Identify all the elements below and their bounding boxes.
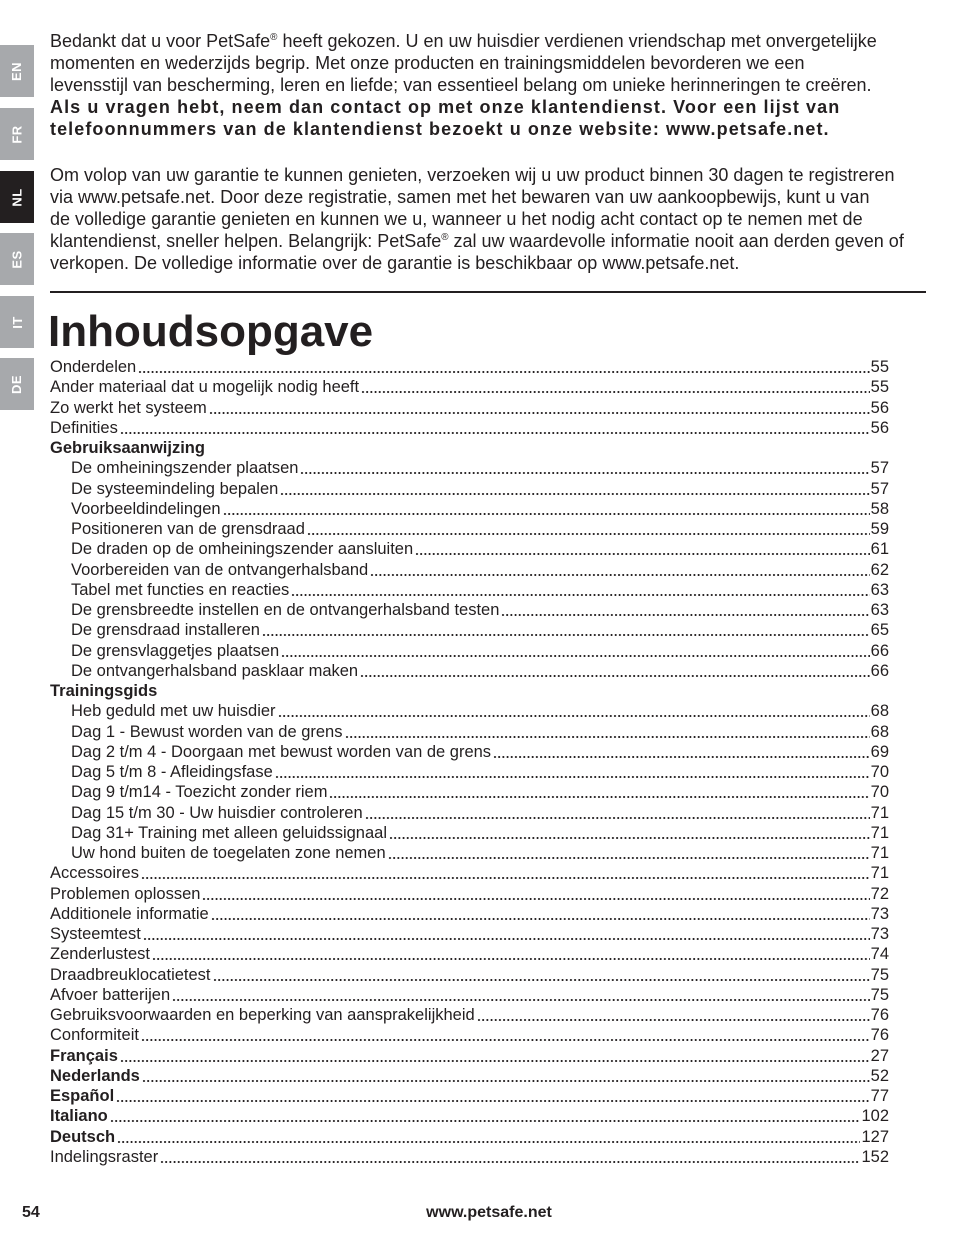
toc-entry-page: 62: [870, 560, 889, 579]
dot-leader: [223, 499, 870, 519]
toc-entry-label: Draadbreuklocatietest: [50, 965, 211, 984]
toc-entry-page: 70: [870, 783, 889, 802]
toc-entry: [50, 357, 889, 377]
toc-entry-label: Voorbeeldindelingen: [71, 499, 221, 518]
toc-entry-label: Gebruiksvoorwaarden en beperking van aansprakelijkheid: [50, 1006, 475, 1024]
intro-contact-line: telefoonnummers van de klantendienst bezoekt u onze website: www.petsafe.net.: [50, 119, 830, 139]
toc-entry-page: 73: [870, 904, 889, 923]
toc-entry: [50, 965, 889, 985]
dot-leader: [370, 560, 869, 580]
toc-entry-label: Indelingsraster: [50, 1147, 159, 1166]
toc-entry-page: 70: [870, 763, 889, 781]
toc-entry: [50, 458, 889, 478]
toc-entry-page: 56: [870, 418, 889, 437]
toc-language-entry: [50, 1106, 889, 1126]
toc-entry-page: 75: [870, 965, 889, 984]
language-tab-it: [0, 296, 34, 348]
toc-entry-page: 76: [870, 1006, 889, 1024]
dot-leader: [329, 782, 869, 802]
toc-entry-label: Ander materiaal dat u mogelijk nodig heeft: [50, 378, 360, 397]
toc-entry-page: 56: [870, 398, 889, 417]
toc-language-entry: [50, 1127, 889, 1147]
toc-entry-label: Conformiteit: [50, 1026, 139, 1045]
toc-entry-label: Français: [50, 1046, 118, 1065]
dot-leader: [172, 985, 869, 1005]
toc-entry-page: 58: [870, 499, 889, 518]
toc-entry-label: Nederlands: [50, 1066, 140, 1085]
page-number: 54: [22, 1204, 40, 1221]
dot-leader: [117, 1127, 860, 1147]
dot-leader: [209, 398, 870, 418]
dot-leader: [141, 863, 870, 883]
dot-leader: [141, 1025, 870, 1045]
toc-entry: [50, 904, 889, 924]
toc-entry-label: De grensbreedte instellen en de ontvangerhalsband testen: [71, 601, 500, 619]
toc-entry: [50, 782, 889, 802]
toc-language-entry: [50, 1086, 889, 1106]
dot-leader: [142, 1066, 870, 1086]
dot-leader: [360, 661, 870, 681]
language-tab-label: DE: [9, 374, 25, 394]
toc-entry-label: De draden op de omheiningszender aansluiten: [71, 540, 414, 559]
toc-entry-page: 73: [870, 925, 889, 943]
dot-leader: [120, 418, 870, 438]
toc-entry-label: De omheiningszender plaatsen: [71, 459, 299, 478]
toc-entry: [50, 661, 889, 681]
intro-paragraph-thanks: [50, 30, 904, 140]
toc-entry-page: 71: [870, 844, 889, 862]
dot-leader: [116, 1086, 869, 1106]
intro-text-line: via www.petsafe.net. Door deze registratie, samen met het bewaren van uw aankoopbewijs, kunt u van: [50, 187, 870, 207]
language-tab-es: [0, 233, 34, 285]
toc-language-entry: [50, 1046, 889, 1066]
toc-entry-page: 27: [870, 1046, 889, 1065]
registered-mark: ®: [270, 32, 278, 44]
dot-leader: [477, 1005, 870, 1025]
toc-entry-label: Onderdelen: [50, 358, 137, 376]
dot-leader: [213, 965, 870, 985]
toc-language-entry: [50, 1066, 889, 1086]
intro-text-line: de volledige garantie genieten en kunnen we u, wanneer u het nodig acht contact op te nemen met de: [50, 209, 863, 229]
toc-entry-page: 63: [870, 580, 889, 599]
toc-entry-page: 65: [870, 621, 889, 640]
toc-entry-label: Zo werkt het systeem: [50, 398, 207, 417]
dot-leader: [160, 1147, 860, 1167]
toc-entry-page: 71: [870, 823, 889, 842]
dot-leader: [291, 580, 869, 600]
dot-leader: [300, 458, 869, 478]
toc-entry: [50, 1147, 889, 1167]
dot-leader: [211, 904, 870, 924]
toc-entry: [50, 479, 889, 499]
toc-entry-page: 63: [870, 601, 889, 619]
toc-entry: [50, 884, 889, 904]
toc-entry: [50, 985, 889, 1005]
toc-entry-page: 127: [861, 1127, 889, 1146]
dot-leader: [110, 1106, 861, 1126]
page-title: Inhoudsopgave: [48, 307, 374, 356]
intro-text-line: levensstijl van bescherming, leren en liefde; van essentieel belang om unieke herinneringen te creëren.: [50, 75, 872, 95]
intro-text-line: klantendienst, sneller helpen. Belangrijk: PetSafe® zal uw waardevolle informatie nooit aan derden geven of: [50, 231, 904, 251]
dot-leader: [365, 803, 870, 823]
toc-section-heading-label: Gebruiksaanwijzing: [50, 439, 205, 457]
toc-entry-label: Systeemtest: [50, 925, 141, 943]
toc-entry-label: Tabel met functies en reacties: [71, 580, 290, 599]
toc-entry: [50, 762, 889, 782]
toc-entry: [50, 742, 889, 762]
toc-entry-label: Dag 2 t/m 4 - Doorgaan met bewust worden van de grens: [71, 742, 492, 761]
toc-entry-label: Heb geduld met uw huisdier: [71, 702, 276, 721]
toc-entry: [50, 418, 889, 438]
toc-entry-page: 102: [861, 1107, 889, 1126]
toc-entry-page: 59: [870, 520, 889, 538]
dot-leader: [262, 620, 870, 640]
toc-entry-page: 76: [870, 1026, 889, 1045]
toc-entry-label: De grensdraad installeren: [71, 621, 260, 640]
toc-entry: [50, 580, 889, 600]
horizontal-divider: [50, 291, 926, 293]
toc-entry-page: 75: [870, 985, 889, 1004]
dot-leader: [281, 641, 869, 661]
intro-text-line: Om volop van uw garantie te kunnen genieten, verzoeken wij u uw product binnen 30 dagen te registreren: [50, 165, 895, 185]
toc-section-heading-label: Trainingsgids: [50, 682, 158, 700]
toc-entry-label: Dag 9 t/m14 - Toezicht zonder riem: [71, 783, 328, 802]
toc-entry: [50, 600, 889, 620]
registered-mark: ®: [441, 232, 449, 244]
toc-entry-label: Dag 31+ Training met alleen geluidssignaal: [71, 823, 387, 842]
toc-entry-label: Voorbereiden van de ontvangerhalsband: [71, 560, 369, 579]
toc-entry-label: Dag 1 - Bewust worden van de grens: [71, 722, 343, 741]
intro-text-line: momenten en wederzijds begrip. Met onze producten en trainingsmiddelen bevorderen we een: [50, 53, 805, 73]
language-tab-label: FR: [9, 124, 25, 144]
toc-entry: [50, 924, 889, 944]
toc-entry-page: 152: [861, 1147, 889, 1166]
dot-leader: [278, 701, 870, 721]
dot-leader: [307, 519, 870, 539]
toc-entry-page: 74: [870, 945, 889, 964]
toc-entry-label: Additionele informatie: [50, 904, 209, 923]
toc-entry: [50, 803, 889, 823]
toc-entry: [50, 1025, 889, 1045]
language-tab-fr: [0, 108, 34, 160]
toc-entry-page: 71: [870, 803, 889, 822]
language-tab-nl: [0, 171, 34, 223]
toc-entry-page: 66: [870, 661, 889, 680]
dot-leader: [280, 479, 869, 499]
toc-entry-label: De grensvlaggetjes plaatsen: [71, 641, 280, 660]
toc-entry: [50, 863, 889, 883]
toc-entry-page: 68: [870, 722, 889, 741]
toc-entry: [50, 620, 889, 640]
dot-leader: [388, 843, 870, 863]
toc-entry: [50, 499, 889, 519]
dot-leader: [275, 762, 870, 782]
toc-entry-label: Accessoires: [50, 864, 139, 883]
intro-text-line: verkopen. De volledige informatie over de garantie is beschikbaar op www.petsafe.net.: [50, 253, 740, 273]
toc-entry-label: Definities: [50, 418, 118, 437]
toc-entry-label: Dag 5 t/m 8 - Afleidingsfase: [71, 763, 273, 781]
toc-entry-label: Problemen oplossen: [50, 884, 201, 903]
language-tab-label: EN: [9, 61, 25, 81]
toc-entry-page: 61: [870, 540, 889, 559]
toc-entry-label: Afvoer batterijen: [50, 985, 171, 1004]
toc-entry: [50, 377, 889, 397]
dot-leader: [345, 722, 870, 742]
toc-entry-page: 69: [870, 742, 889, 761]
dot-leader: [389, 823, 870, 843]
toc-entry-page: 71: [870, 864, 889, 883]
toc-entry-page: 72: [870, 884, 889, 903]
toc-entry-label: Deutsch: [50, 1127, 116, 1146]
dot-leader: [361, 377, 870, 397]
intro-paragraph-warranty: [50, 164, 904, 274]
toc-entry-page: 68: [870, 702, 889, 721]
toc-entry-page: 55: [870, 378, 889, 397]
toc-entry-label: De systeemindeling bepalen: [71, 479, 279, 498]
toc-entry-page: 52: [870, 1066, 889, 1085]
toc-entry: [50, 560, 889, 580]
language-tab-label: ES: [9, 249, 25, 269]
toc-entry: [50, 539, 889, 559]
language-tab-de: [0, 358, 34, 410]
dot-leader: [120, 1046, 870, 1066]
toc-entry: [50, 398, 889, 418]
table-of-contents: [50, 357, 889, 1167]
toc-entry: [50, 641, 889, 661]
toc-entry-label: Dag 15 t/m 30 - Uw huisdier controleren: [71, 803, 363, 822]
language-tab-label: IT: [9, 315, 25, 329]
toc-entry: [50, 1005, 889, 1025]
toc-entry: [50, 823, 889, 843]
toc-entry: [50, 519, 889, 539]
toc-section-heading: [50, 681, 889, 701]
toc-entry: [50, 722, 889, 742]
dot-leader: [138, 357, 869, 377]
intro-text-line: Bedankt dat u voor PetSafe® heeft gekozen. U en uw huisdier verdienen vriendschap met onvergetelijke: [50, 31, 877, 51]
toc-entry-label: Español: [50, 1087, 115, 1105]
intro-text: [50, 30, 904, 274]
toc-entry-page: 55: [870, 358, 889, 376]
toc-entry-page: 66: [870, 641, 889, 660]
toc-entry-label: Italiano: [50, 1107, 108, 1126]
toc-entry-page: 57: [870, 459, 889, 478]
dot-leader: [143, 924, 870, 944]
dot-leader: [202, 884, 869, 904]
toc-entry-label: Uw hond buiten de toegelaten zone nemen: [71, 844, 386, 862]
footer-website: www.petsafe.net: [426, 1204, 552, 1221]
toc-entry-label: Zenderlustest: [50, 945, 150, 964]
toc-entry: [50, 701, 889, 721]
toc-entry-label: De ontvangerhalsband pasklaar maken: [71, 661, 359, 680]
language-tab-en: [0, 45, 34, 97]
toc-entry: [50, 843, 889, 863]
toc-entry-label: Positioneren van de grensdraad: [71, 520, 305, 538]
toc-entry: [50, 944, 889, 964]
toc-entry-page: 77: [870, 1087, 889, 1105]
toc-section-heading: [50, 438, 889, 458]
toc-entry-page: 57: [870, 479, 889, 498]
dot-leader: [152, 944, 870, 964]
dot-leader: [415, 539, 869, 559]
language-tab-label: NL: [9, 187, 25, 207]
dot-leader: [501, 600, 869, 620]
intro-contact-line: Als u vragen hebt, neem dan contact op met onze klantendienst. Voor een lijst van: [50, 97, 841, 117]
dot-leader: [493, 742, 870, 762]
